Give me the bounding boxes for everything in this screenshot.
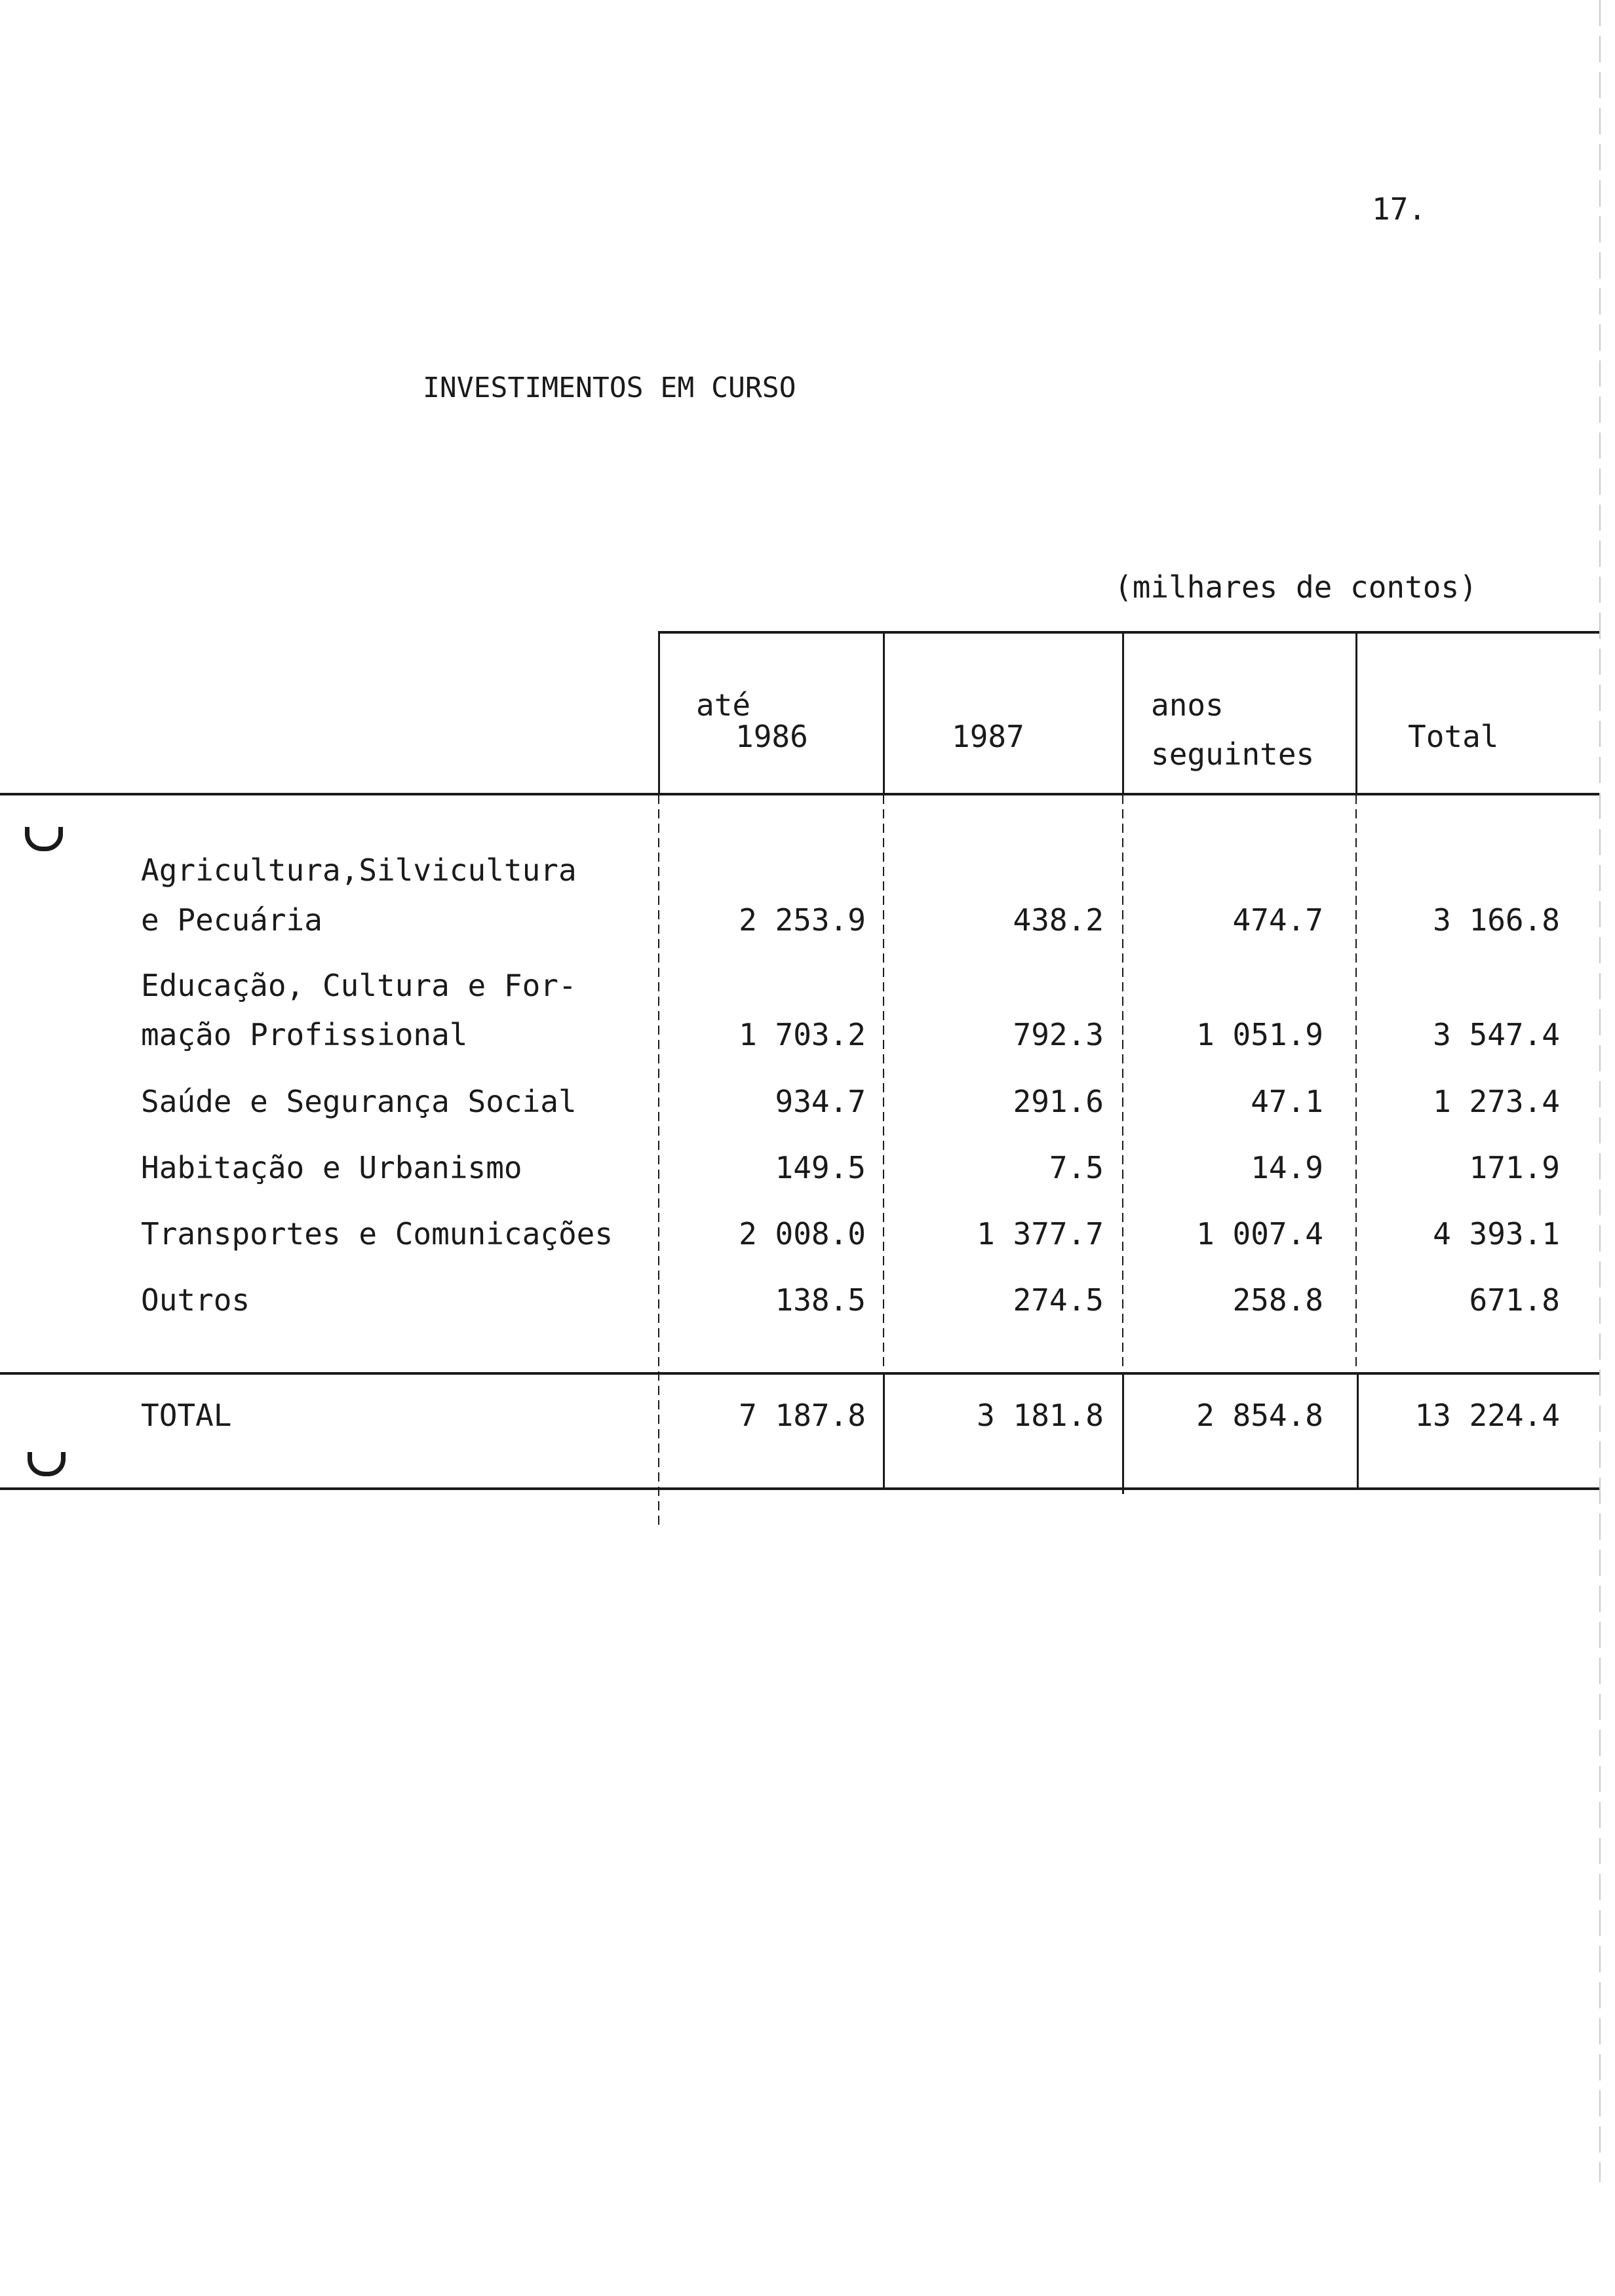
row-label-educacao-1: Educação, Cultura e For-	[141, 968, 577, 1003]
table-bottom-rule	[0, 1487, 1599, 1490]
total-label: TOTAL	[141, 1398, 232, 1433]
cell-outros-total: 671.8	[1469, 1282, 1560, 1318]
total-top-rule	[0, 1372, 1599, 1375]
column-rule-2-total	[883, 1372, 885, 1487]
column-rule-2	[883, 631, 885, 795]
column-rule-4-body	[1355, 795, 1357, 1371]
cell-saude-seguintes: 47.1	[1251, 1084, 1323, 1119]
cell-educacao-1987: 792.3	[1013, 1017, 1104, 1052]
row-label-agricultura-1: Agricultura,Silvicultura	[141, 852, 577, 888]
row-label-agricultura-2: e Pecuária	[141, 902, 322, 938]
cell-habitacao-seguintes: 14.9	[1251, 1150, 1323, 1185]
table-top-rule	[659, 631, 1599, 634]
column-rule-2-body	[883, 795, 884, 1371]
total-seguintes: 2 854.8	[1196, 1398, 1323, 1433]
row-label-outros: Outros	[141, 1282, 250, 1318]
column-rule-4	[1355, 631, 1357, 795]
row-label-saude: Saúde e Segurança Social	[141, 1084, 577, 1119]
cell-transportes-total: 4 393.1	[1433, 1216, 1560, 1252]
page-number: 17.	[1372, 191, 1427, 227]
total-total: 13 224.4	[1414, 1398, 1560, 1433]
cell-educacao-1986: 1 703.2	[739, 1017, 866, 1052]
cell-agricultura-total: 3 166.8	[1433, 902, 1560, 938]
column-header-seguintes: seguintes	[1151, 737, 1315, 772]
cell-agricultura-1987: 438.2	[1013, 902, 1104, 938]
cell-transportes-seguintes: 1 007.4	[1196, 1216, 1323, 1252]
cell-agricultura-seguintes: 474.7	[1232, 902, 1323, 938]
row-label-habitacao: Habitação e Urbanismo	[141, 1150, 522, 1185]
cell-transportes-1987: 1 377.7	[977, 1216, 1104, 1252]
cell-saude-1986: 934.7	[775, 1084, 866, 1119]
cell-outros-1987: 274.5	[1013, 1282, 1104, 1318]
cell-habitacao-1986: 149.5	[775, 1150, 866, 1185]
column-rule-3	[1122, 631, 1124, 795]
cell-transportes-1986: 2 008.0	[739, 1216, 866, 1252]
column-rule-1-body	[658, 795, 659, 1529]
cell-saude-total: 1 273.4	[1433, 1084, 1560, 1119]
page-title: INVESTIMENTOS EM CURSO	[423, 372, 796, 404]
row-label-educacao-2: mação Profissional	[141, 1017, 468, 1052]
column-rule-3-total	[1122, 1372, 1124, 1494]
column-header-total: Total	[1408, 719, 1499, 754]
units-note: (milhares de contos)	[1114, 569, 1477, 605]
margin-mark-icon	[25, 827, 63, 851]
row-label-transportes: Transportes e Comunicações	[141, 1216, 613, 1252]
cell-educacao-total: 3 547.4	[1433, 1017, 1560, 1052]
page-edge-mark	[1599, 0, 1601, 2182]
column-header-1986: 1986	[735, 719, 808, 754]
column-header-1987: 1987	[952, 719, 1024, 754]
cell-outros-1986: 138.5	[775, 1282, 866, 1318]
column-rule-1	[658, 631, 660, 795]
total-1986: 7 187.8	[739, 1398, 866, 1433]
cell-saude-1987: 291.6	[1013, 1084, 1104, 1119]
header-bottom-rule	[0, 793, 1599, 795]
column-rule-4-total	[1357, 1372, 1359, 1487]
cell-outros-seguintes: 258.8	[1232, 1282, 1323, 1318]
column-header-ate: até	[696, 687, 751, 723]
cell-habitacao-1987: 7.5	[1049, 1150, 1104, 1185]
margin-mark-icon	[28, 1452, 66, 1476]
cell-educacao-seguintes: 1 051.9	[1196, 1017, 1323, 1052]
cell-habitacao-total: 171.9	[1469, 1150, 1560, 1185]
cell-agricultura-1986: 2 253.9	[739, 902, 866, 938]
column-rule-3-body	[1122, 795, 1123, 1371]
total-1987: 3 181.8	[977, 1398, 1104, 1433]
column-header-anos: anos	[1151, 687, 1224, 723]
